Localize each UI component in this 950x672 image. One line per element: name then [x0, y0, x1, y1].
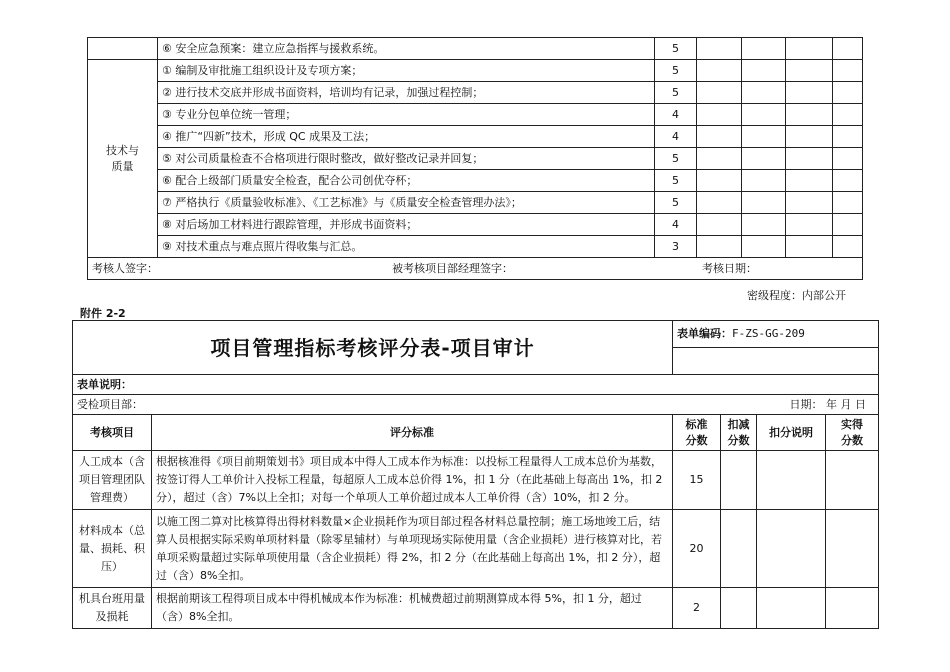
manager-signature-label: 被考核项目部经理签字：	[392, 261, 513, 275]
score-entry-cell[interactable]	[833, 104, 863, 126]
header-deduct-note: 扣分说明	[757, 415, 826, 451]
score-entry-cell[interactable]	[786, 60, 833, 82]
score-entry-cell[interactable]	[786, 104, 833, 126]
score-entry-cell[interactable]	[833, 38, 863, 60]
score-entry-cell[interactable]	[833, 82, 863, 104]
criterion-text: ④ 推广“四新”技术，形成 QC 成果及工法；	[158, 126, 655, 148]
score-entry-cell[interactable]	[742, 82, 786, 104]
score-entry-cell[interactable]	[742, 148, 786, 170]
score-entry-cell[interactable]	[833, 126, 863, 148]
assessment-date-label: 考核日期：	[702, 261, 757, 275]
score-entry-cell[interactable]	[742, 192, 786, 214]
criterion-text: ⑦ 严格执行《质量验收标准》、《工艺标准》与《质量安全检查管理办法》；	[158, 192, 655, 214]
score-entry-cell[interactable]	[697, 192, 742, 214]
row-deduct-cell[interactable]	[721, 510, 757, 588]
score-entry-cell[interactable]	[742, 60, 786, 82]
criterion-score: 5	[655, 60, 697, 82]
criterion-text: ③ 专业分包单位统一管理；	[158, 104, 655, 126]
score-entry-cell[interactable]	[697, 170, 742, 192]
audit-scoring-table	[72, 320, 879, 629]
category-label: 技术与 质量	[88, 60, 158, 258]
score-entry-cell[interactable]	[786, 236, 833, 258]
row-actual-cell[interactable]	[826, 510, 879, 588]
score-entry-cell[interactable]	[742, 236, 786, 258]
score-entry-cell[interactable]	[697, 82, 742, 104]
top-table-row	[88, 148, 863, 170]
row-deduct-cell[interactable]	[721, 588, 757, 629]
row-criteria: 根据前期该工程得项目成本中得机械成本作为标准：机械费超过前期测算成本得 5%，扣 1 分，超过（含）8%全扣。	[152, 588, 673, 629]
score-entry-cell[interactable]	[833, 214, 863, 236]
top-table-row	[88, 104, 863, 126]
score-entry-cell[interactable]	[742, 104, 786, 126]
top-table-row	[88, 192, 863, 214]
criterion-score: 5	[655, 170, 697, 192]
header-actual-score: 实得 分数	[826, 415, 879, 451]
top-assessment-table	[87, 37, 863, 280]
criterion-score: 4	[655, 214, 697, 236]
criterion-score: 3	[655, 236, 697, 258]
row-score: 20	[673, 510, 721, 588]
row-item: 材料成本（总量、损耗、积压）	[73, 510, 152, 588]
criterion-text: ⑨ 对技术重点与难点照片得收集与汇总。	[158, 236, 655, 258]
classification-label: 密级程度：内部公开	[747, 289, 846, 302]
row-deduct-cell[interactable]	[721, 451, 757, 510]
score-entry-cell[interactable]	[742, 38, 786, 60]
top-table-row	[88, 214, 863, 236]
top-table-row	[88, 170, 863, 192]
row-score: 15	[673, 451, 721, 510]
top-table-row	[88, 60, 863, 82]
score-entry-cell[interactable]	[786, 170, 833, 192]
score-entry-cell[interactable]	[786, 192, 833, 214]
score-entry-cell[interactable]	[786, 38, 833, 60]
signature-cell	[88, 258, 863, 280]
form-note: 表单说明：	[73, 375, 879, 395]
form-number-blank	[673, 348, 879, 375]
score-entry-cell[interactable]	[697, 38, 742, 60]
criterion-text: ⑤ 对公司质量检查不合格项进行限时整改，做好整改记录并回复；	[158, 148, 655, 170]
signature-row	[88, 258, 863, 280]
criterion-text: ⑥ 配合上级部门质量安全检查，配合公司创优夺杯；	[158, 170, 655, 192]
score-entry-cell[interactable]	[697, 236, 742, 258]
form-number	[673, 321, 879, 348]
row-score: 2	[673, 588, 721, 629]
criterion-score: 4	[655, 126, 697, 148]
score-entry-cell[interactable]	[786, 148, 833, 170]
row-note-cell[interactable]	[757, 588, 826, 629]
reviewer-signature-label: 考核人签字：	[92, 261, 158, 275]
score-entry-cell[interactable]	[697, 214, 742, 236]
header-criteria: 评分标准	[152, 415, 673, 451]
date-label: 日期： 年 月 日	[789, 397, 867, 411]
row-item: 机具台班用量及损耗	[73, 588, 152, 629]
score-entry-cell[interactable]	[833, 148, 863, 170]
score-entry-cell[interactable]	[697, 126, 742, 148]
score-entry-cell[interactable]	[742, 126, 786, 148]
criterion-score: 5	[655, 192, 697, 214]
row-actual-cell[interactable]	[826, 451, 879, 510]
criterion-score: 5	[655, 38, 697, 60]
criterion-text: ⑧ 对后场加工材料进行跟踪管理，并形成书面资料；	[158, 214, 655, 236]
project-date-row	[73, 395, 879, 415]
appendix-label: 附件 2-2	[80, 307, 126, 320]
form-number-value: F-ZS-GG-209	[732, 327, 805, 340]
row-item: 人工成本（含项目管理团队管理费）	[73, 451, 152, 510]
header-standard-score: 标准 分数	[673, 415, 721, 451]
form-number-label: 表单编码：	[677, 327, 732, 340]
criterion-score: 5	[655, 148, 697, 170]
score-entry-cell[interactable]	[697, 148, 742, 170]
score-entry-cell[interactable]	[742, 214, 786, 236]
top-table-row	[88, 236, 863, 258]
top-table-row	[88, 82, 863, 104]
row-criteria: 以施工图二算对比核算得出得材料数量×企业损耗作为项目部过程各材料总量控制；施工场地竣工后，结算人员根据实际采购单项材料量（除零星辅材）与单项现场实际使用量（含企业损耗）进行核算对比，若单项采购量超过实际单项使用量（含企业损耗）得 2%，扣 2 分（在此基础上每高出 1%，扣 2 分），超过（含）8%全扣。	[152, 510, 673, 588]
row-actual-cell[interactable]	[826, 588, 879, 629]
criterion-text: ① 编制及审批施工组织设计及专项方案；	[158, 60, 655, 82]
score-entry-cell[interactable]	[697, 60, 742, 82]
criterion-score: 5	[655, 82, 697, 104]
criterion-score: 4	[655, 104, 697, 126]
top-blank-cell	[88, 38, 158, 60]
header-deduct-score: 扣减 分数	[721, 415, 757, 451]
row-note-cell[interactable]	[757, 510, 826, 588]
top-table-row	[88, 38, 863, 60]
score-entry-cell[interactable]	[833, 170, 863, 192]
score-entry-cell[interactable]	[833, 236, 863, 258]
header-item: 考核项目	[73, 415, 152, 451]
score-entry-cell[interactable]	[833, 60, 863, 82]
criterion-text: ⑥ 安全应急预案：建立应急指挥与援救系统。	[158, 38, 655, 60]
score-entry-cell[interactable]	[697, 104, 742, 126]
row-criteria: 根据核准得《项目前期策划书》项目成本中得人工成本作为标准：以投标工程量得人工成本总价为基数，按签订得人工单价计入投标工程量，每超原人工成本总价得 1%，扣 1 分（在此基础上每高出 1%，扣 2 分），超过（含）7%以上全扣；对每一个单项人工单价超过成本人工单价得（含）10%，扣 2 分。	[152, 451, 673, 510]
criterion-text: ② 进行技术交底并形成书面资料，培训均有记录，加强过程控制；	[158, 82, 655, 104]
score-entry-cell[interactable]	[833, 192, 863, 214]
top-table-row	[88, 126, 863, 148]
score-entry-cell[interactable]	[786, 214, 833, 236]
project-label: 受检项目部：	[77, 397, 143, 411]
form-title: 项目管理指标考核评分表-项目审计	[73, 321, 673, 375]
score-entry-cell[interactable]	[786, 82, 833, 104]
row-note-cell[interactable]	[757, 451, 826, 510]
score-entry-cell[interactable]	[742, 170, 786, 192]
score-entry-cell[interactable]	[786, 126, 833, 148]
